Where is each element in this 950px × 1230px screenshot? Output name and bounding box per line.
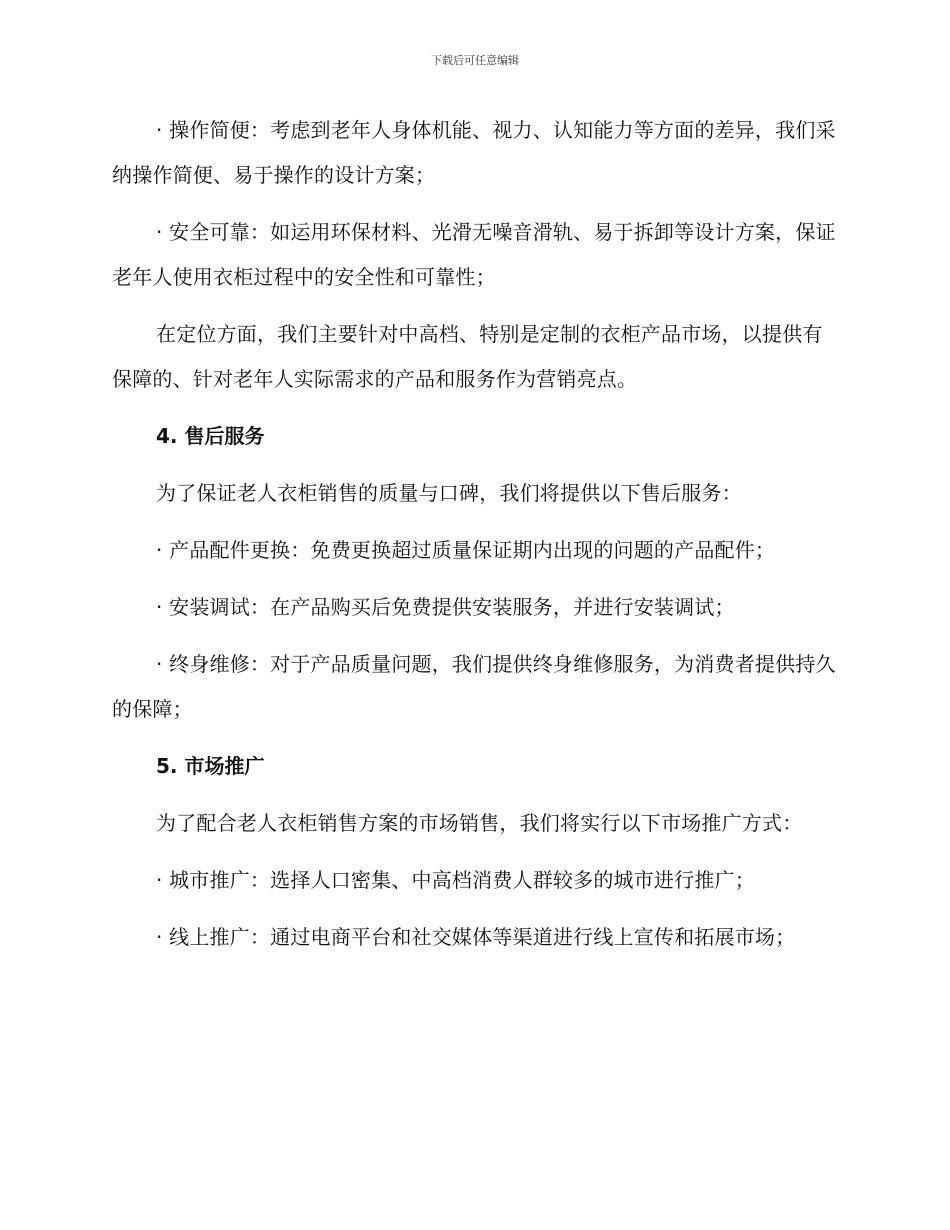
bullet-ease-of-use: · 操作简便：考虑到老年人身体机能、视力、认知能力等方面的差异，我们采纳操作简便、易于操作的设计方案； <box>112 118 836 187</box>
document-body <box>112 108 838 972</box>
section-heading-marketing: 5. 市场推广 <box>156 754 265 778</box>
section-heading-after-sales: 4. 售后服务 <box>156 424 265 448</box>
positioning-paragraph: 在定位方面，我们主要针对中高档、特别是定制的衣柜产品市场，以提供有保障的、针对老年人实际需求的产品和服务作为营销亮点。 <box>112 322 823 391</box>
bullet-parts-replacement: · 产品配件更换：免费更换超过质量保证期内出现的问题的产品配件； <box>156 538 776 562</box>
bullet-lifetime-repair: · 终身维修：对于产品质量问题，我们提供终身维修服务，为消费者提供持久的保障； <box>112 652 836 721</box>
bullet-safety: · 安全可靠：如运用环保材料、光滑无噪音滑轨、易于拆卸等设计方案，保证老年人使用衣柜过程中的安全性和可靠性； <box>112 220 836 289</box>
page-header: 下载后可任意编辑 <box>431 54 519 67</box>
bullet-online-promotion: · 线上推广：通过电商平台和社交媒体等渠道进行线上宣传和拓展市场； <box>156 925 796 949</box>
after-sales-intro: 为了保证老人衣柜销售的质量与口碑，我们将提供以下售后服务： <box>156 481 742 505</box>
bullet-installation: · 安装调试：在产品购买后免费提供安装服务，并进行安装调试； <box>156 595 735 619</box>
bullet-city-promotion: · 城市推广：选择人口密集、中高档消费人群较多的城市进行推广； <box>156 868 755 892</box>
marketing-intro: 为了配合老人衣柜销售方案的市场销售，我们将实行以下市场推广方式： <box>156 811 803 835</box>
